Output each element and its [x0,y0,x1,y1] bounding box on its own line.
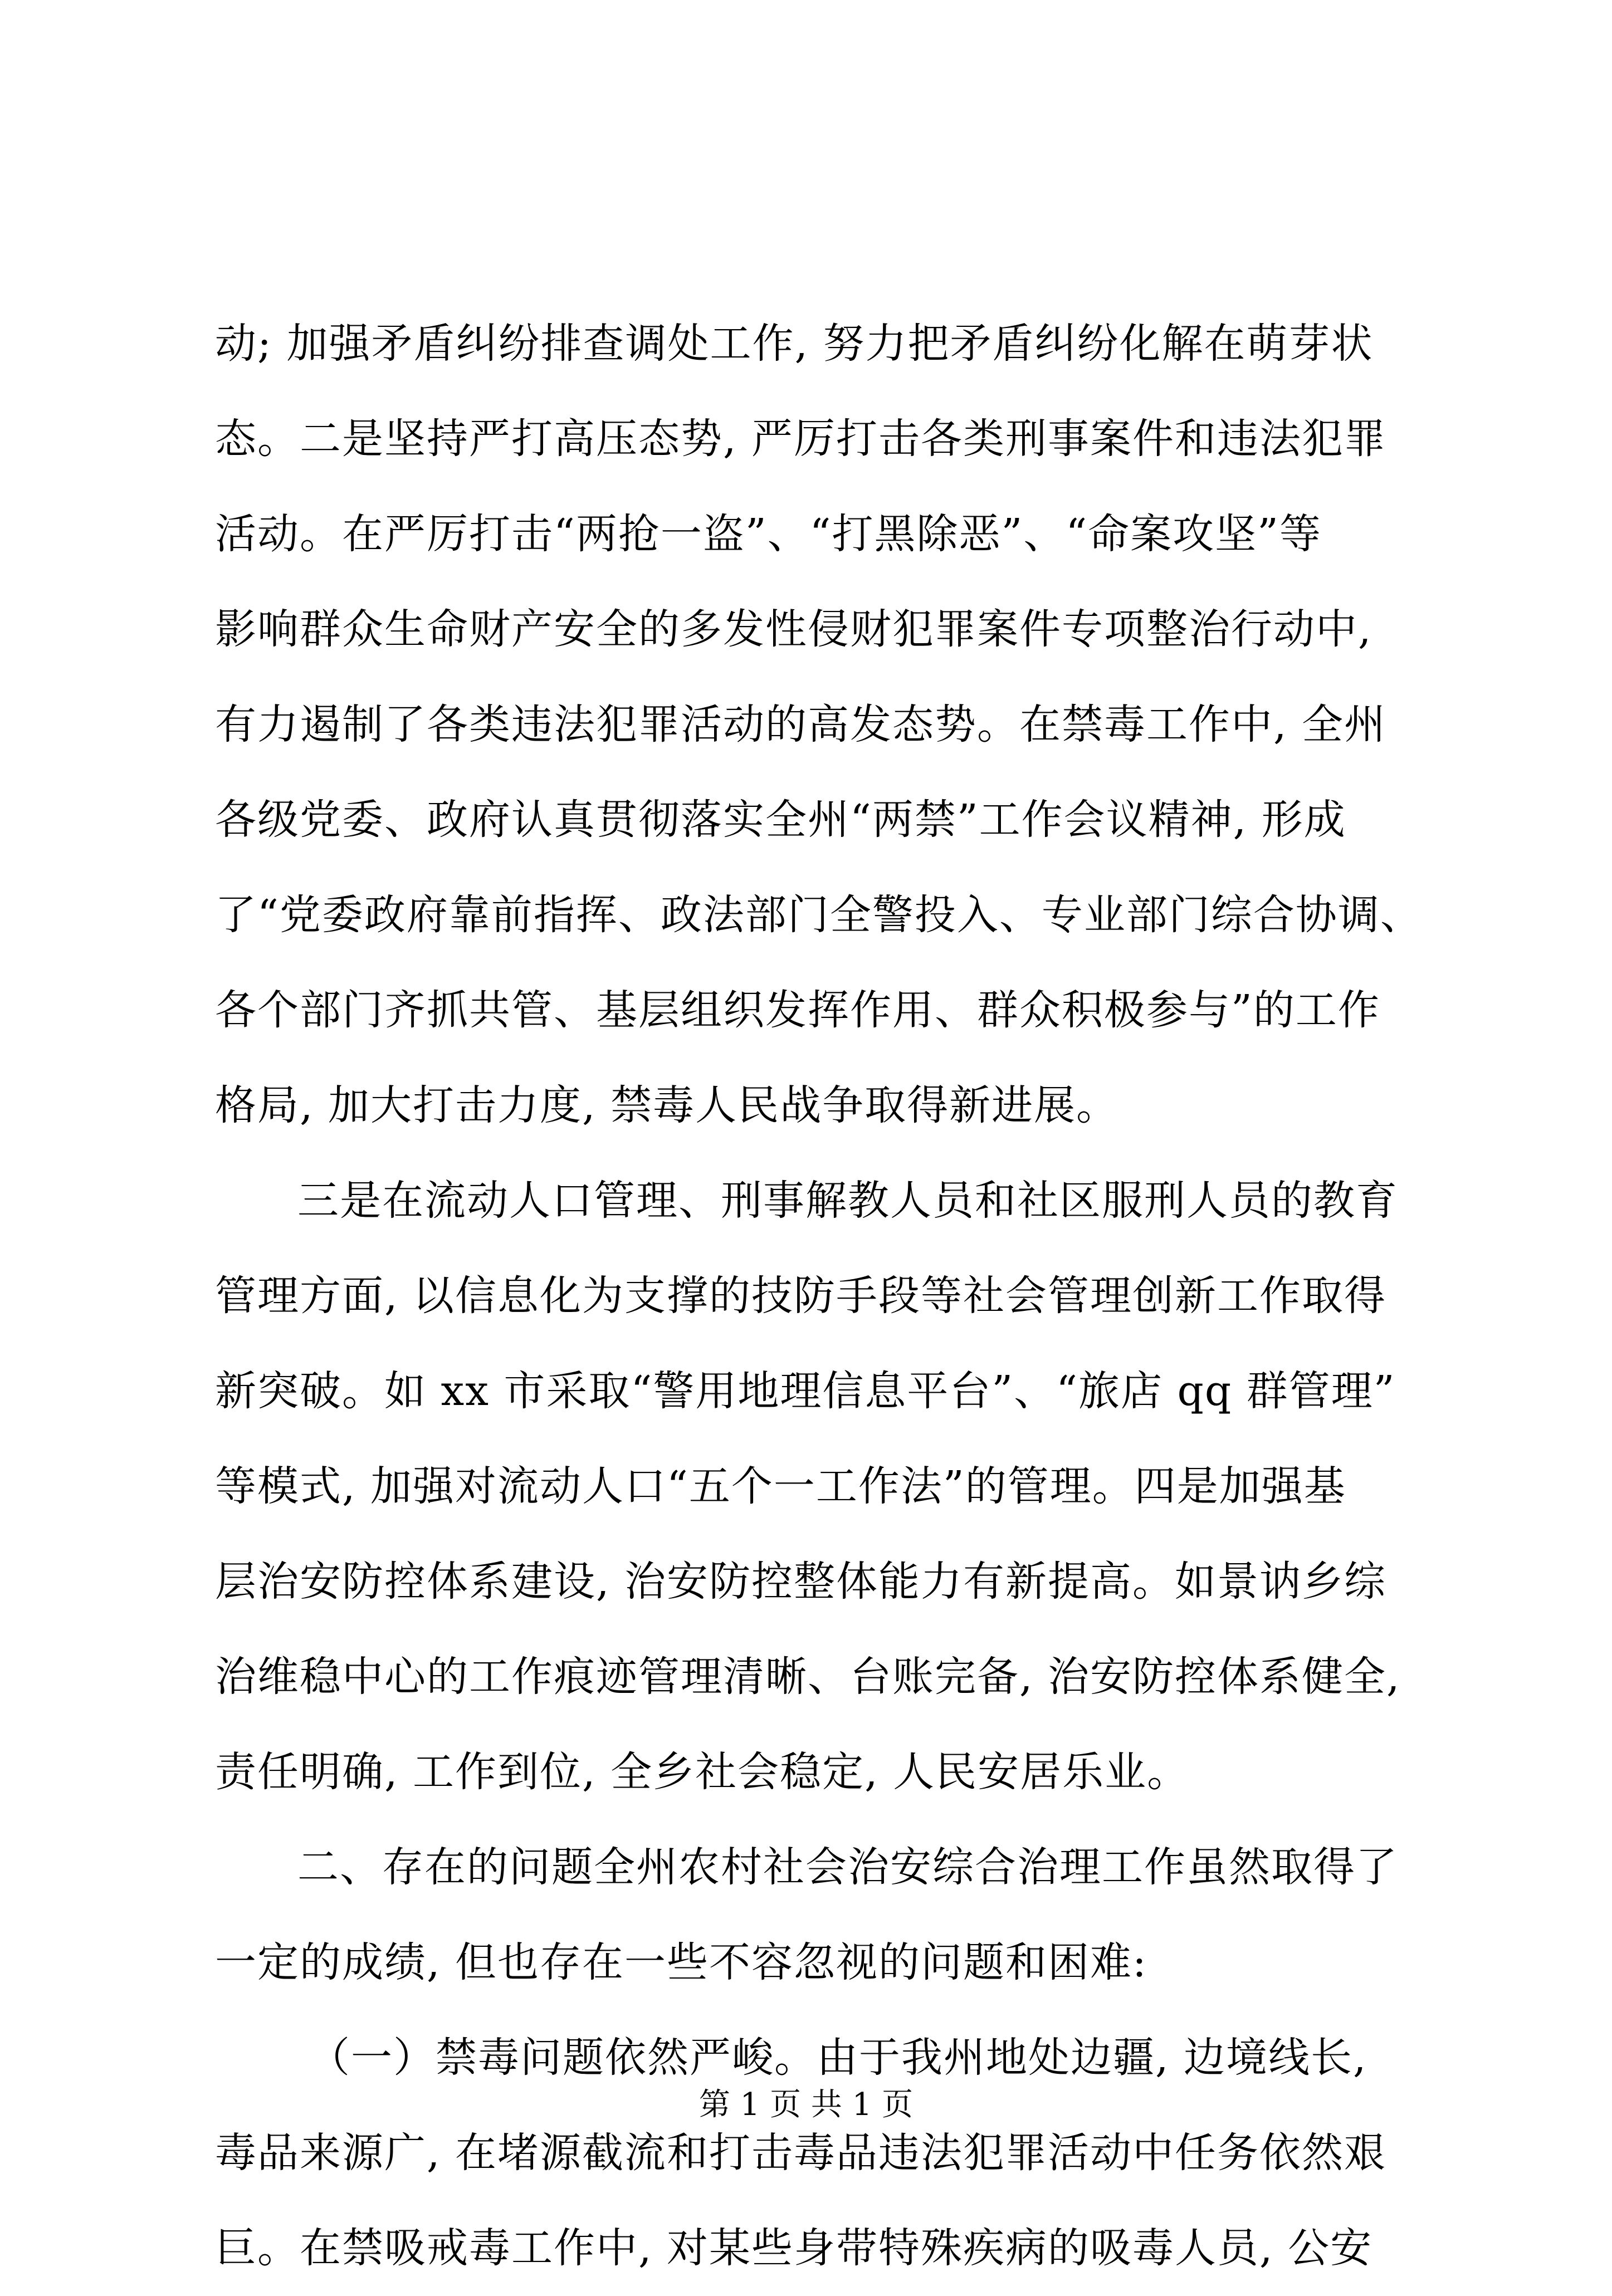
text-line: 责任明确, 工作到位, 全乡社会稳定, 人民安居乐业。 [215,1748,1190,1796]
text-line: 了“党委政府靠前指挥、政法部门全警投入、专业部门综合协调、 [215,891,1423,939]
text-line: 各个部门齐抓共管、基层组织发挥作用、群众积极参与”的工作 [215,986,1380,1034]
text-line: 动; 加强矛盾纠纷排查调处工作, 努力把矛盾纠纷化解在萌芽状 [215,320,1374,368]
text-line: 态。二是坚持严打高压态势, 严厉打击各类刑事案件和违法犯罪 [215,415,1387,463]
body-text [215,296,1423,2296]
text-line: 有力遏制了各类违法犯罪活动的高发态势。在禁毒工作中, 全州 [215,701,1387,748]
text-line: 格局, 加大打击力度, 禁毒人民战争取得新进展。 [215,1081,1119,1129]
text-line: 等模式, 加强对流动人口“五个一工作法”的管理。四是加强基 [215,1462,1346,1510]
text-line: 层治安防控体系建设, 治安防控整体能力有新提高。如景讷乡综 [215,1558,1387,1605]
paragraph-start-line: 二、存在的问题全州农村社会治安综合治理工作虽然取得了 [297,1843,1398,1891]
paragraph-start-line: （一）禁毒问题依然严峻。由于我州地处边疆, 边境线长, [309,2034,1367,2082]
page-footer: 第 1 页 共 1 页 [698,2087,914,2123]
text-line: 影响群众生命财产安全的多发性侵财犯罪案件专项整治行动中, [215,605,1372,653]
text-line: 巨。在禁吸戒毒工作中, 对某些身带特殊疾病的吸毒人员, 公安 [215,2224,1373,2272]
text-line: 新突破。如 xx 市采取“警用地理信息平台”、“旅店 qq 群管理” [215,1367,1396,1415]
text-line: 活动。在严厉打击“两抢一盗”、“打黑除恶”、“命案攻坚”等 [215,510,1322,558]
text-line: 一定的成绩, 但也存在一些不容忽视的问题和困难: [215,1938,1147,1986]
text-line: 治维稳中心的工作痕迹管理清晰、台账完备, 治安防控体系健全, [215,1653,1401,1701]
text-line: 各级党委、政府认真贯彻落实全州“两禁”工作会议精神, 形成 [215,796,1346,844]
text-line: 毒品来源广, 在堵源截流和打击毒品违法犯罪活动中任务依然艰 [215,2129,1387,2177]
paragraph-start-line: 三是在流动人口管理、刑事解教人员和社区服刑人员的教育 [297,1177,1398,1225]
text-line: 管理方面, 以信息化为支撑的技防手段等社会管理创新工作取得 [215,1272,1387,1320]
